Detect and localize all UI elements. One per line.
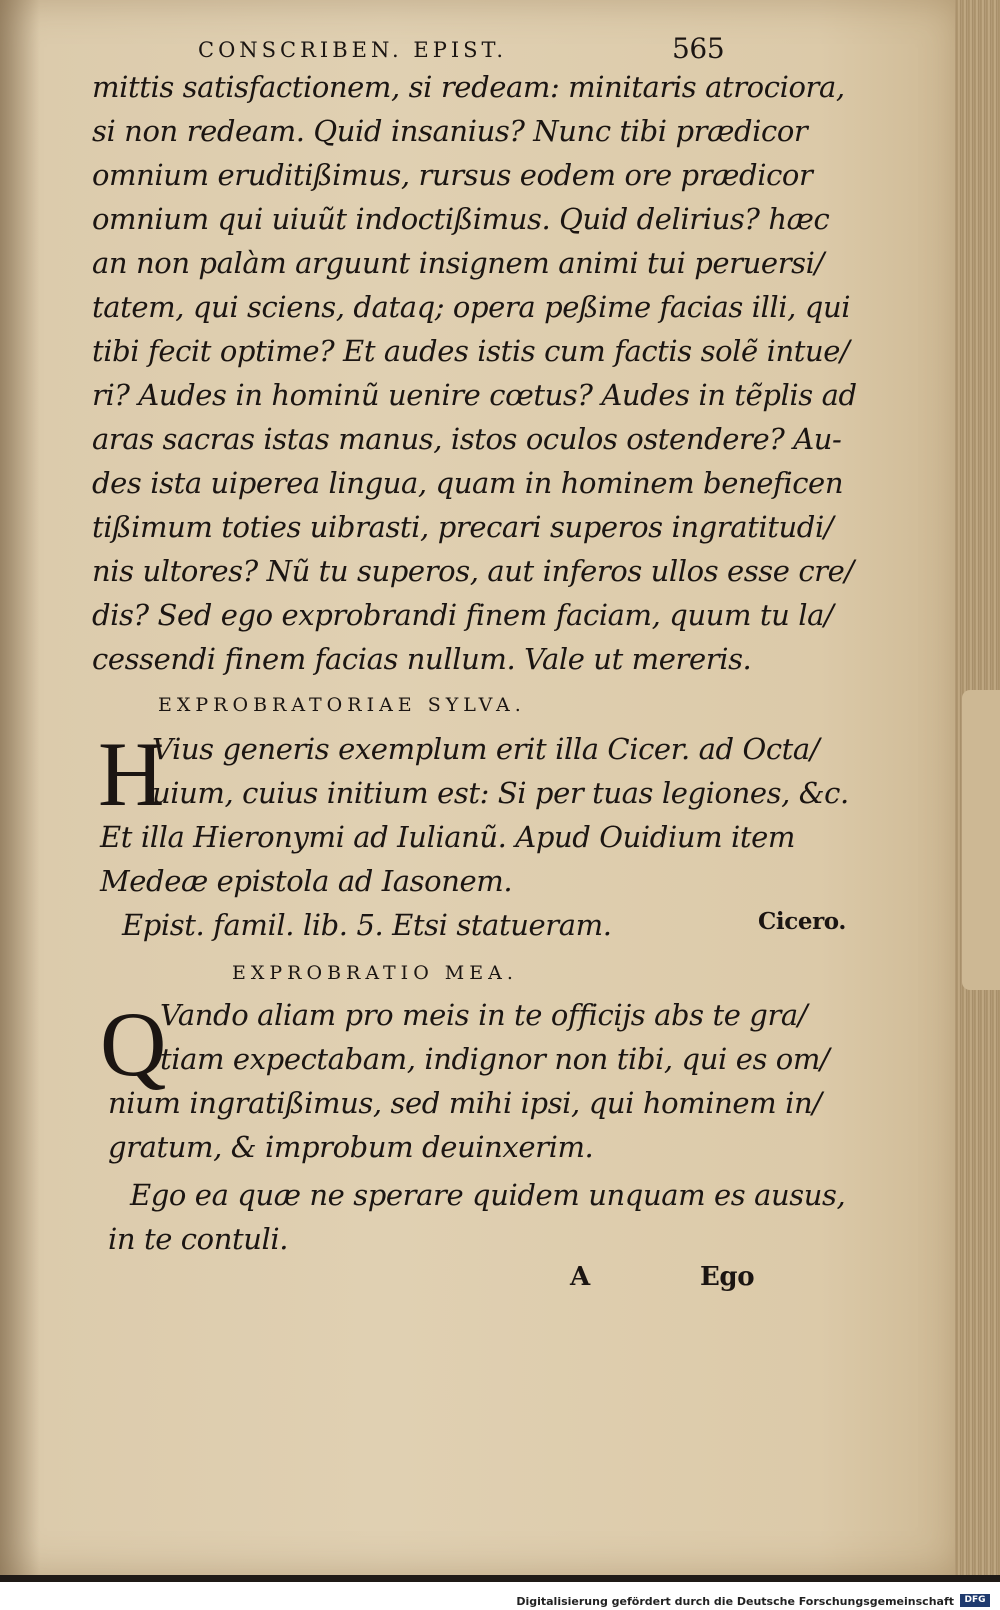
body-line: nis ultores? Nũ tu superos, aut inferos ullos esse cre/	[92, 554, 854, 588]
body-line: des ista uiperea lingua, quam in hominem beneficen	[92, 466, 844, 500]
section-heading: EXPROBRATIO MEA.	[232, 962, 518, 984]
section-line: tiam expectabam, indignor non tibi, qui es om/	[160, 1042, 830, 1076]
section-line: in te contuli.	[108, 1222, 289, 1256]
body-line: dis? Sed ego exprobrandi finem faciam, quum tu la/	[92, 598, 834, 632]
section-line: Et illa Hieronymi ad Iulianũ. Apud Ouidium item	[100, 820, 796, 854]
body-line: an non palàm arguunt insignem animi tui peruersi/	[92, 246, 824, 280]
page-edge-tab	[962, 690, 1000, 990]
drop-cap: Q	[100, 993, 167, 1095]
section-line: Epist. famil. lib. 5. Etsi statueram.	[122, 908, 612, 942]
body-line: si non redeam. Quid insanius? Nunc tibi prædicor	[92, 114, 808, 148]
book-gutter-shadow	[0, 0, 40, 1575]
body-line: tißimum toties uibrasti, precari superos ingratitudi/	[92, 510, 834, 544]
body-line: omnium qui uiuũt indoctißimus. Quid delirius? hæc	[92, 202, 830, 236]
body-line: tatem, qui sciens, dataq; opera peßime facias illi, qui	[92, 290, 851, 324]
page-number: 565	[672, 32, 725, 65]
body-line: ri? Audes in hominũ uenire cœtus? Audes in tẽplis ad	[92, 378, 857, 412]
section-line: nium ingratißimus, sed mihi ipsi, qui hominem in/	[108, 1086, 822, 1120]
body-line: aras sacras istas manus, istos oculos ostendere? Au-	[92, 422, 842, 456]
section-line: Vando aliam pro meis in te officijs abs te gra/	[160, 998, 808, 1032]
drop-cap: H	[98, 723, 165, 825]
dfg-logo-icon: DFG	[960, 1594, 990, 1607]
margin-note: Cicero.	[758, 908, 846, 935]
section-line: Ego ea quæ ne sperare quidem unquam es ausus,	[130, 1178, 846, 1212]
running-title: CONSCRIBEN. EPIST.	[198, 38, 508, 62]
section-line: Vius generis exemplum erit illa Cicer. ad Octa/	[152, 732, 820, 766]
section-line: Medeæ epistola ad Iasonem.	[100, 864, 513, 898]
section-heading: EXPROBRATORIAE SYLVA.	[158, 694, 526, 716]
digitization-credit: Digitalisierung gefördert durch die Deutsche Forschungsgemeinschaft	[516, 1595, 954, 1608]
body-line: mittis satisfactionem, si redeam: minitaris atrociora,	[92, 70, 845, 104]
section-line: uium, cuius initium est: Si per tuas legiones, &c.	[152, 776, 849, 810]
catchword: Ego	[700, 1262, 755, 1292]
signature-mark: A	[570, 1262, 590, 1292]
body-line: cessendi finem facias nullum. Vale ut mereris.	[92, 642, 752, 676]
section-line: gratum, & improbum deuinxerim.	[108, 1130, 594, 1164]
body-line: omnium eruditißimus, rursus eodem ore prædicor	[92, 158, 813, 192]
body-line: tibi fecit optime? Et audes istis cum factis solẽ intue/	[92, 334, 850, 368]
